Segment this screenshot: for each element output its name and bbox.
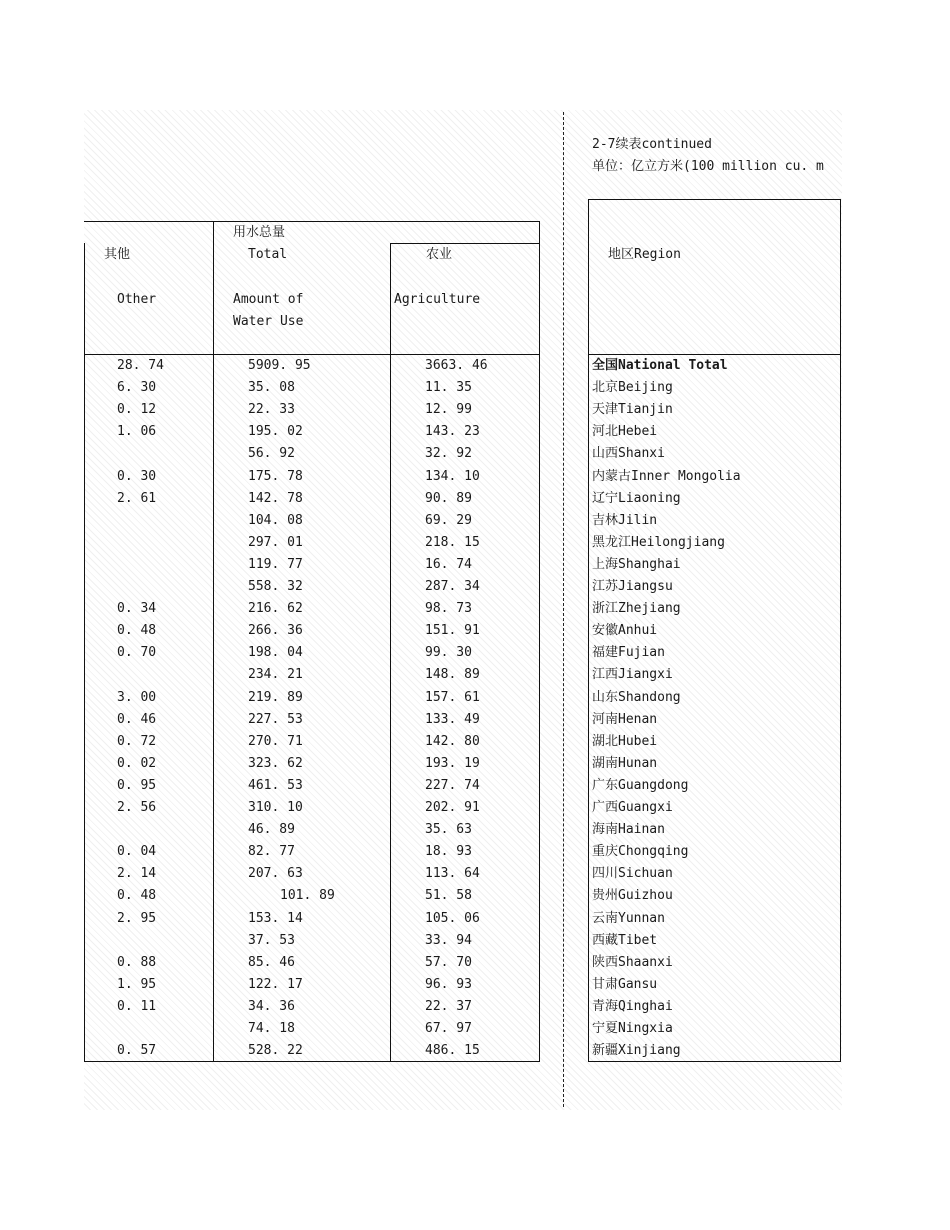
cell-total: 198. 04 xyxy=(248,645,303,660)
cell-agriculture: 227. 74 xyxy=(425,778,480,793)
cell-region: 河北Hebei xyxy=(592,424,658,439)
cell-other: 28. 74 xyxy=(117,358,164,373)
cell-other: 0. 48 xyxy=(117,888,157,903)
cell-other: 2. 14 xyxy=(117,866,157,881)
cell-region: 内蒙古Inner Mongolia xyxy=(592,469,741,484)
cell-total: 34. 36 xyxy=(248,999,295,1014)
cell-region: 陕西Shaanxi xyxy=(592,955,673,970)
cell-region: 江苏Jiangsu xyxy=(592,579,673,594)
cell-total: 195. 02 xyxy=(248,424,303,439)
cell-other: 0. 95 xyxy=(117,778,157,793)
cell-region: 福建Fujian xyxy=(592,645,665,660)
header-agri-cn: 农业 xyxy=(426,247,453,262)
cell-total: 227. 53 xyxy=(248,712,303,727)
cell-other: 1. 95 xyxy=(117,977,157,992)
cell-agriculture: 35. 63 xyxy=(425,822,472,837)
cell-agriculture: 32. 92 xyxy=(425,446,472,461)
header-other-en: Other xyxy=(117,292,157,307)
left-table-right-border xyxy=(539,221,540,1061)
header-total-en-line3: Water Use xyxy=(233,314,304,329)
cell-total: 85. 46 xyxy=(248,955,295,970)
cell-other: 0. 46 xyxy=(117,712,157,727)
cell-agriculture: 113. 64 xyxy=(425,866,480,881)
cell-agriculture: 69. 29 xyxy=(425,513,472,528)
cell-region: 江西Jiangxi xyxy=(592,667,673,682)
header-agri-en: Agriculture xyxy=(394,292,481,307)
cell-total: 56. 92 xyxy=(248,446,295,461)
cell-region: 青海Qinghai xyxy=(592,999,673,1014)
cell-region: 湖北Hubei xyxy=(592,734,658,749)
cell-agriculture: 218. 15 xyxy=(425,535,480,550)
cell-region: 全国National Total xyxy=(592,358,728,373)
cell-other: 1. 06 xyxy=(117,424,157,439)
header-region: 地区Region xyxy=(608,247,681,262)
left-table-top-border xyxy=(84,221,540,222)
cell-region: 辽宁Liaoning xyxy=(592,491,681,506)
cell-agriculture: 18. 93 xyxy=(425,844,472,859)
cell-region: 浙江Zhejiang xyxy=(592,601,681,616)
cell-agriculture: 96. 93 xyxy=(425,977,472,992)
cell-other: 0. 02 xyxy=(117,756,157,771)
cell-total: 74. 18 xyxy=(248,1021,295,1036)
table-number: 2-7续表continued xyxy=(592,137,712,152)
cell-total: 216. 62 xyxy=(248,601,303,616)
cell-total: 153. 14 xyxy=(248,911,303,926)
cell-region: 天津Tianjin xyxy=(592,402,673,417)
cell-region: 贵州Guizhou xyxy=(592,888,673,903)
cell-region: 新疆Xinjiang xyxy=(592,1043,681,1058)
col-divider-other-total xyxy=(213,221,214,1061)
cell-agriculture: 12. 99 xyxy=(425,402,472,417)
unit-label: 单位：亿立方米(100 million cu. m xyxy=(592,159,824,174)
cell-region: 重庆Chongqing xyxy=(592,844,689,859)
header-total-en-line2: Amount of xyxy=(233,292,304,307)
cell-region: 海南Hainan xyxy=(592,822,665,837)
left-header-bottom-border xyxy=(84,354,540,355)
cell-agriculture: 142. 80 xyxy=(425,734,480,749)
cell-other: 0. 48 xyxy=(117,623,157,638)
cell-agriculture: 486. 15 xyxy=(425,1043,480,1058)
cell-agriculture: 143. 23 xyxy=(425,424,480,439)
cell-other: 3. 00 xyxy=(117,690,157,705)
cell-agriculture: 202. 91 xyxy=(425,800,480,815)
cell-agriculture: 57. 70 xyxy=(425,955,472,970)
cell-region: 湖南Hunan xyxy=(592,756,658,771)
cell-total: 82. 77 xyxy=(248,844,295,859)
cell-total: 270. 71 xyxy=(248,734,303,749)
cell-other: 0. 57 xyxy=(117,1043,157,1058)
cell-region: 安徽Anhui xyxy=(592,623,658,638)
header-other-cn: 其他 xyxy=(104,247,131,262)
agri-header-top-border xyxy=(391,243,540,244)
cell-other: 0. 04 xyxy=(117,844,157,859)
cell-other: 0. 70 xyxy=(117,645,157,660)
cell-total: 528. 22 xyxy=(248,1043,303,1058)
page-split-divider xyxy=(563,112,564,1107)
cell-total: 461. 53 xyxy=(248,778,303,793)
cell-total: 219. 89 xyxy=(248,690,303,705)
cell-total: 122. 17 xyxy=(248,977,303,992)
cell-region: 山西Shanxi xyxy=(592,446,665,461)
cell-agriculture: 3663. 46 xyxy=(425,358,488,373)
cell-other: 2. 61 xyxy=(117,491,157,506)
cell-agriculture: 193. 19 xyxy=(425,756,480,771)
cell-region: 四川Sichuan xyxy=(592,866,673,881)
cell-other: 0. 34 xyxy=(117,601,157,616)
cell-total: 142. 78 xyxy=(248,491,303,506)
cell-region: 山东Shandong xyxy=(592,690,681,705)
cell-region: 吉林Jilin xyxy=(592,513,658,528)
cell-total: 558. 32 xyxy=(248,579,303,594)
cell-agriculture: 11. 35 xyxy=(425,380,472,395)
cell-other: 2. 95 xyxy=(117,911,157,926)
cell-agriculture: 33. 94 xyxy=(425,933,472,948)
cell-agriculture: 287. 34 xyxy=(425,579,480,594)
region-header-bottom-border xyxy=(588,354,841,355)
cell-agriculture: 67. 97 xyxy=(425,1021,472,1036)
cell-total: 119. 77 xyxy=(248,557,303,572)
left-table-bottom-border xyxy=(84,1061,540,1062)
cell-total: 37. 53 xyxy=(248,933,295,948)
cell-other: 0. 30 xyxy=(117,469,157,484)
cell-other: 0. 12 xyxy=(117,402,157,417)
cell-total: 323. 62 xyxy=(248,756,303,771)
cell-other: 0. 11 xyxy=(117,999,157,1014)
cell-agriculture: 16. 74 xyxy=(425,557,472,572)
cell-region: 上海Shanghai xyxy=(592,557,681,572)
cell-total: 22. 33 xyxy=(248,402,295,417)
cell-region: 黑龙江Heilongjiang xyxy=(592,535,725,550)
cell-total: 46. 89 xyxy=(248,822,295,837)
cell-agriculture: 22. 37 xyxy=(425,999,472,1014)
cell-total: 310. 10 xyxy=(248,800,303,815)
cell-agriculture: 133. 49 xyxy=(425,712,480,727)
cell-total: 266. 36 xyxy=(248,623,303,638)
cell-agriculture: 105. 06 xyxy=(425,911,480,926)
cell-total: 5909. 95 xyxy=(248,358,311,373)
cell-agriculture: 98. 73 xyxy=(425,601,472,616)
cell-total: 234. 21 xyxy=(248,667,303,682)
cell-agriculture: 157. 61 xyxy=(425,690,480,705)
cell-region: 甘肃Gansu xyxy=(592,977,658,992)
cell-total: 104. 08 xyxy=(248,513,303,528)
cell-region: 西藏Tibet xyxy=(592,933,658,948)
cell-other: 0. 72 xyxy=(117,734,157,749)
cell-agriculture: 51. 58 xyxy=(425,888,472,903)
cell-other: 2. 56 xyxy=(117,800,157,815)
cell-region: 北京Beijing xyxy=(592,380,673,395)
cell-agriculture: 148. 89 xyxy=(425,667,480,682)
cell-agriculture: 134. 10 xyxy=(425,469,480,484)
left-table-left-border xyxy=(84,243,85,1061)
cell-region: 云南Yunnan xyxy=(592,911,665,926)
cell-region: 广东Guangdong xyxy=(592,778,689,793)
cell-total: 35. 08 xyxy=(248,380,295,395)
cell-total: 175. 78 xyxy=(248,469,303,484)
cell-agriculture: 151. 91 xyxy=(425,623,480,638)
cell-agriculture: 90. 89 xyxy=(425,491,472,506)
cell-other: 6. 30 xyxy=(117,380,157,395)
cell-region: 广西Guangxi xyxy=(592,800,673,815)
col-divider-total-agri xyxy=(390,243,391,1061)
header-total-en: Total xyxy=(248,247,288,262)
cell-region: 河南Henan xyxy=(592,712,658,727)
cell-region: 宁夏Ningxia xyxy=(592,1021,673,1036)
cell-other: 0. 88 xyxy=(117,955,157,970)
cell-agriculture: 99. 30 xyxy=(425,645,472,660)
cell-total: 297. 01 xyxy=(248,535,303,550)
header-total-cn: 用水总量 xyxy=(233,225,286,240)
cell-total: 101. 89 xyxy=(280,888,335,903)
cell-total: 207. 63 xyxy=(248,866,303,881)
